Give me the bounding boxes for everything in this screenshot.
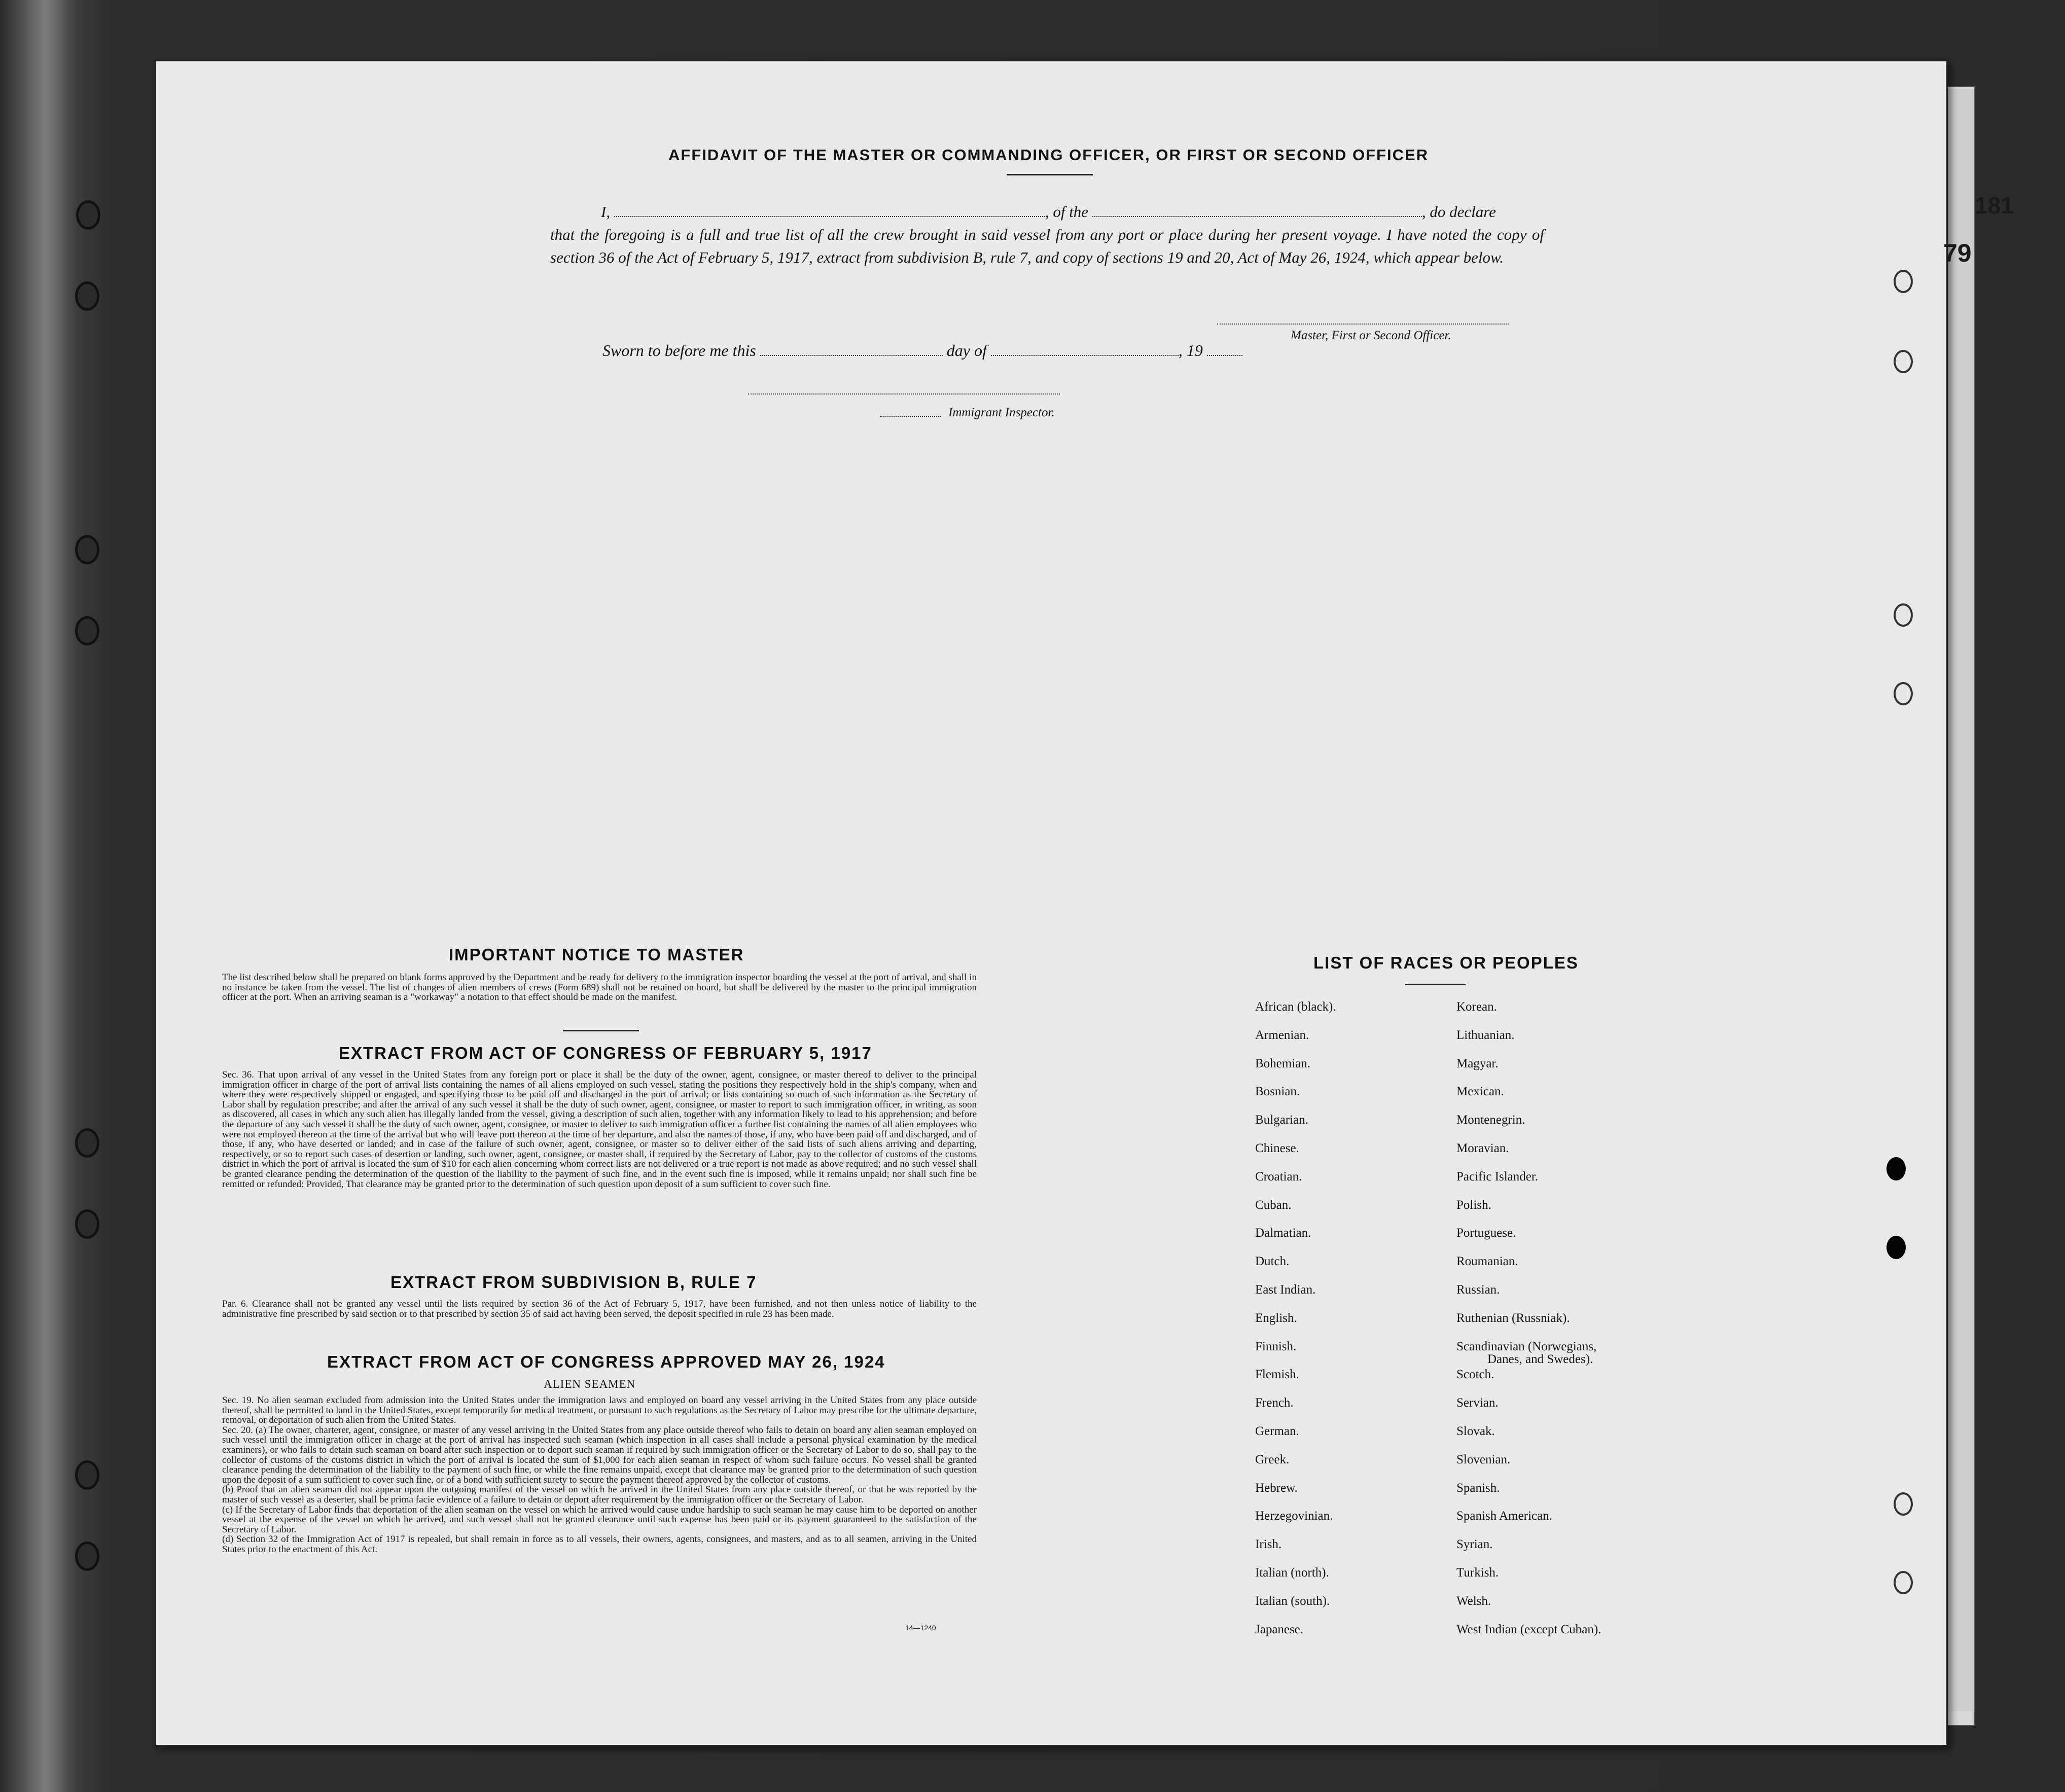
race-item: Montenegrin. [1456,1113,1525,1127]
sworn-prefix: Sworn to before me this [602,341,756,360]
binder-hole [75,1128,99,1158]
race-item: Moravian. [1456,1141,1509,1155]
binder-hole [75,281,99,311]
sworn-day-field[interactable] [760,342,943,356]
title-divider [1007,174,1093,175]
page-number-stamp-secondary: 79 [1943,239,1972,267]
binder-hole [75,616,99,646]
notice-title: IMPORTANT NOTICE TO MASTER [449,945,744,964]
sworn-statement [602,341,1242,360]
race-item: Herzegovinian. [1255,1509,1333,1523]
race-item: Roumanian. [1456,1255,1518,1269]
rule-7-body: Par. 6. Clearance shall not be granted any vessel until the lists required by section 36 of the Act of February 5, 1917, have been furnished, and not then unless notice of liability to the administrative fine prescribed by said section or to that prescribed by section 35 of said act having been served, the deposit specified in rule 23 has been made. [222,1299,977,1319]
race-item: African (black). [1255,1000,1336,1014]
inspector-signature-line[interactable] [748,393,1060,395]
section-20a-text: Sec. 20. (a) The owner, charterer, agent, consignee, or master of any vessel arriving in the United States from any place outside thereof who fails to detain on board any alien seaman employed on such vessel until the immigration officer in charge at the port of arrival has inspected such seaman (which inspection in all cases shall include a personal physical examination by the medical examiners), or who fails to detain such seaman on board after such inspection or to deport such seaman if required by such immigration officer or the Secretary of Labor to do so, shall pay to the collector of customs of the customs district in which the port of arrival is located the sum of $1,000 for each alien seaman in respect of whom such failure occurs. No vessel shall be granted clearance pending the determination of the liability to the payment of such fine, or while the fine remains unpaid, except that clearance may be granted prior to the determination of such question upon the deposit of a sum sufficient to cover such fine, or of a bond with sufficient surety to secure the payment thereof approved by the collector of customs. [222,1424,977,1485]
act-1917-title: EXTRACT FROM ACT OF CONGRESS OF FEBRUARY 5, 1917 [339,1044,872,1062]
race-item: Magyar. [1456,1056,1499,1070]
race-item: Portuguese. [1456,1226,1516,1240]
race-item: Irish. [1255,1537,1282,1552]
race-item: Chinese. [1255,1141,1299,1155]
races-divider [1405,984,1466,985]
sworn-day-of: day of [946,341,987,360]
inspector-label-leader [880,416,941,417]
race-item: English. [1255,1311,1297,1325]
race-item: Servian. [1456,1396,1499,1410]
race-item: Syrian. [1456,1537,1493,1552]
race-item: West Indian (except Cuban). [1456,1622,1601,1636]
punch-hole [1886,1236,1906,1259]
punch-hole [1886,1157,1906,1180]
affidavit-title: AFFIDAVIT OF THE MASTER OR COMMANDING OFFICER, OR FIRST OR SECOND OFFICER [668,146,1429,164]
race-item: Pacific Islander. [1456,1169,1539,1184]
affidavit-of-the: , of the [1045,203,1089,221]
race-item: Bulgarian. [1255,1113,1308,1127]
race-item: Dutch. [1255,1255,1290,1269]
races-title: LIST OF RACES OR PEOPLES [1313,953,1579,972]
race-item: Japanese. [1255,1622,1304,1636]
vessel-name-field[interactable] [1092,203,1422,217]
sworn-year-field[interactable] [1207,342,1242,356]
race-item: Spanish American. [1456,1509,1552,1523]
binder-hole [75,1460,99,1490]
race-item: Bohemian. [1255,1056,1311,1070]
race-item: Lithuanian. [1456,1028,1515,1042]
sworn-month-field[interactable] [991,342,1179,356]
race-item: Italian (south). [1255,1594,1330,1608]
race-item: Slovenian. [1456,1452,1511,1466]
race-item: East Indian. [1255,1283,1316,1297]
punch-hole [1894,270,1913,293]
race-item: Ruthenian (Russniak). [1456,1311,1570,1325]
alien-seamen-subtitle: ALIEN SEAMEN [544,1378,636,1390]
affidavit-body: that the foregoing is a full and true list of all the crew brought in said vessel from any port or place during her present voyage. I have noted the copy of section 36 of the Act of February 5, 1917, extract from subdivision B, rule 7, and copy of sections 19 and 20, Act of May 26, 1924, which appear below. [550,226,1544,266]
binder-hole [75,1542,99,1571]
race-item-continuation: Danes, and Swedes). [1487,1352,1593,1366]
race-item: Flemish. [1255,1368,1299,1382]
race-item: Turkish. [1456,1566,1499,1580]
section-20c-text: (c) If the Secretary of Labor finds that deportation of the alien seaman on the vessel on which he arrived would cause undue hardship to such seaman he may cause him to be deported on another vessel at the expense of the vessel on which he arrived, and such vessel shall not be granted clearance until such expense has been paid or its payment guaranteed to the satisfaction of the Secretary of Labor. [222,1504,977,1535]
punch-hole [1894,682,1913,705]
binder-hole [75,1209,99,1239]
binder-hole [76,200,100,230]
race-item: Bosnian. [1255,1085,1300,1099]
race-item: Mexican. [1456,1085,1504,1099]
race-item: Russian. [1456,1283,1500,1297]
affidavit-declare: , do declare [1421,203,1496,221]
race-item: Hebrew. [1255,1481,1298,1495]
master-signature-label: Master, First or Second Officer. [1291,329,1451,342]
race-item: Scandinavian (Norwegians, [1456,1339,1597,1353]
page-number-stamp: 181 [1975,192,2014,219]
punch-hole [1894,1571,1913,1594]
affidavit-text [550,200,1544,269]
race-item: Polish. [1456,1198,1491,1212]
race-item: Greek. [1255,1452,1290,1466]
race-item: French. [1255,1396,1294,1410]
race-item: Spanish. [1456,1481,1500,1495]
race-item: Croatian. [1255,1169,1302,1184]
master-name-field[interactable] [614,203,1045,217]
sworn-year-prefix: , 19 [1178,341,1203,360]
act-1924-body [222,1395,977,1555]
master-signature-line[interactable] [1217,324,1509,325]
section-divider [563,1030,639,1031]
binder-hole [75,535,99,564]
section-19-text: Sec. 19. No alien seaman excluded from admission into the United States under the immigration laws and employed on board any vessel arriving in the United States from any place outside thereof, shall be permitted to land in the United States, except temporarily for medical treatment, or pursuant to such regulations as the Secretary of Labor may prescribe for the ultimate departure, removal, or deportation of such alien from the United States. [222,1395,977,1426]
race-item: Italian (north). [1255,1566,1329,1580]
section-20d-text: (d) Section 32 of the Immigration Act of 1917 is repealed, but shall remain in force as to all vessels, their owners, agents, consignees, and masters, and as to all seamen, arriving in the United States prior to the enactment of this Act. [222,1534,977,1555]
race-item: German. [1255,1424,1299,1438]
race-item: Finnish. [1255,1339,1297,1353]
inspector-label: Immigrant Inspector. [948,406,1055,419]
race-item: Scotch. [1456,1368,1494,1382]
form-number: 14—1240 [905,1624,936,1632]
act-1917-body: Sec. 36. That upon arrival of any vessel in the United States from any foreign port or place it shall be the duty of the owner, agent, consignee, or master thereof to deliver to the principal immigration officer in charge of the port of arrival lists containing the names of all aliens employed on such vessel, stating the positions they respectively hold in the ship's company, when and where they were respectively shipped or engaged, and specifying those to be paid off and discharged in the port of arrival; or lists containing so much of such information as the Secretary of Labor shall by regulation prescribe; and after the arrival of any such vessel it shall be the duty of such owner, agent, consignee, or master to report to such immigration officer, in writing, as soon as discovered, all cases in which any such alien has illegally landed from the vessel, giving a description of such alien, together with any information likely to lead to his apprehension; and before the departure of any such vessel it shall be the duty of such owner, agent, consignee, or master to deliver to such immigration officer a further list containing the names of all alien employees who were not employed thereon at the time of the arrival but who will leave port thereon at the time of her departure, and also the names of those, if any, who have been paid off and discharged, and of those, if any, who have deserted or landed; and in case of the failure of such owner, agent, consignee, or master so to deliver either of the said lists of such aliens arriving and departing, respectively, or so to report such cases of desertion or landing, such owner, agent, consignee, or master shall, if required by the Secretary of Labor, pay to the collector of customs of the customs district in which the port of arrival is located the sum of $10 for each alien concerning whom correct lists are not delivered or a true report is not made as above required; and no such vessel shall be granted clearance pending the determination of the question of the liability to the payment of such fine, and in the event such fine is imposed, while it remains unpaid; nor shall such fine be remitted or refunded: Provided, That clearance may be granted prior to the determination of such question upon deposit of a sum sufficient to cover such fine. [222,1069,977,1190]
rule-7-title: EXTRACT FROM SUBDIVISION B, RULE 7 [390,1273,757,1292]
race-item: Welsh. [1456,1594,1491,1608]
act-1924-title: EXTRACT FROM ACT OF CONGRESS APPROVED MAY 26, 1924 [327,1352,885,1371]
race-item: Dalmatian. [1255,1226,1311,1240]
race-item: Korean. [1456,1000,1497,1014]
punch-hole [1894,350,1913,373]
race-item: Slovak. [1456,1424,1495,1438]
punch-hole [1894,1492,1913,1516]
section-20b-text: (b) Proof that an alien seaman did not appear upon the outgoing manifest of the vessel on which he arrived in the United States from any place outside thereof, or that he was reported by the master of such vessel as a deserter, shall be prima facie evidence of a failure to detain or deport after requirement by the immigration officer or the Secretary of Labor. [222,1484,977,1505]
affidavit-i: I, [601,203,611,221]
punch-hole [1894,603,1913,627]
notice-body: The list described below shall be prepared on blank forms approved by the Department and be ready for delivery to the immigration inspector boarding the vessel at the port of arrival, and shall in no instance be taken from the vessel. The list of changes of alien members of crews (Form 689) shall not be retained on board, but shall be delivered by the master to the principal immigration officer at the port. When an arriving seaman is a "workaway" a notation to that effect should be made on the manifest. [222,972,977,1003]
race-item: Armenian. [1255,1028,1309,1042]
race-item: Cuban. [1255,1198,1292,1212]
